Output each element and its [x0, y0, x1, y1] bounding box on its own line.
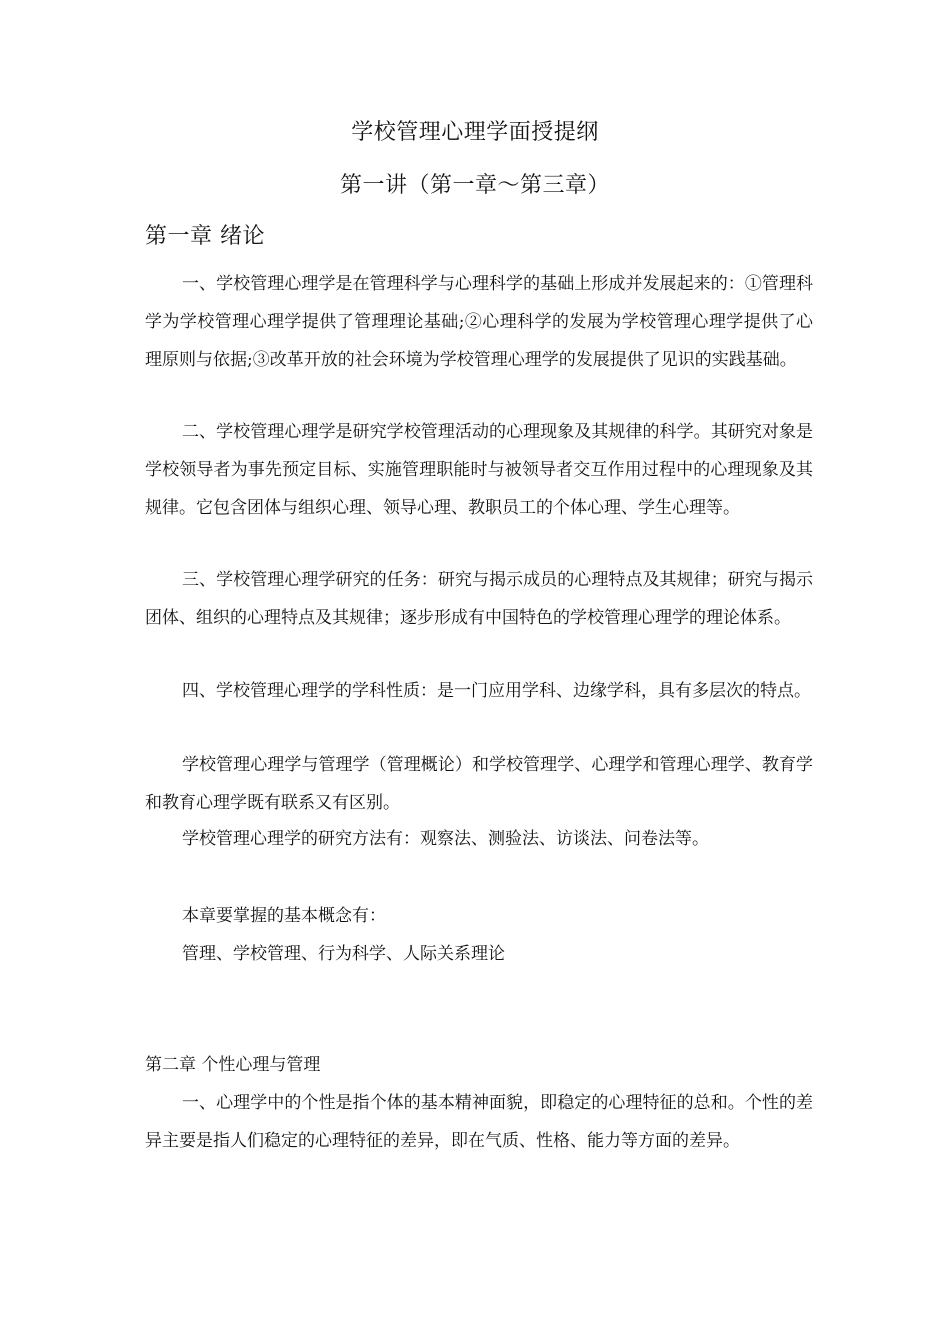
concepts-list: 管理、学校管理、行为科学、人际关系理论: [182, 944, 505, 964]
chapter-1-paragraph-2: 二、学校管理心理学是研究学校管理活动的心理现象及其规律的科学。其研究对象是学校领导者为事先预定目标、实施管理职能时与被领导者交互作用过程中的心理现象及其规律。它包含团体与组织心理、领导心理、教职员工的个体心理、学生心理等。: [145, 422, 813, 518]
chapter-1-paragraph-4: 四、学校管理心理学的学科性质：是一门应用学科、边缘学科，具有多层次的特点。: [182, 681, 811, 701]
chapter-1-paragraph-1: 一、学校管理心理学是在管理科学与心理科学的基础上形成并发展起来的：①管理科学为学校管理心理学提供了管理理论基础;②心理科学的发展为学校管理心理学提供了心理原则与依据;③改革开放的社会环境为学校管理心理学的发展提供了见识的实践基础。: [145, 274, 813, 370]
document-subtitle: 第一讲（第一章～第三章）: [339, 173, 610, 198]
chapter-1-heading: 第一章 绪论: [145, 224, 265, 249]
chapter-2-paragraph-1: 一、心理学中的个性是指个体的基本精神面貌，即稳定的心理特征的总和。个性的差异主要是指人们稳定的心理特征的差异，即在气质、性格、能力等方面的差异。: [145, 1093, 813, 1151]
chapter-1-paragraph-6: 学校管理心理学的研究方法有：观察法、测验法、访谈法、问卷法等。: [182, 829, 709, 849]
chapter-1-paragraph-3: 三、学校管理心理学研究的任务：研究与揭示成员的心理特点及其规律；研究与揭示团体、组织的心理特点及其规律；逐步形成有中国特色的学校管理心理学的理论体系。: [145, 570, 813, 628]
chapter-2-heading: 第二章 个性心理与管理: [145, 1055, 321, 1075]
concepts-label: 本章要掌握的基本概念有：: [182, 906, 386, 926]
chapter-1-paragraph-5: 学校管理心理学与管理学（管理概论）和学校管理学、心理学和管理心理学、教育学和教育心理学既有联系又有区别。: [145, 755, 813, 813]
document-title: 学校管理心理学面授提纲: [351, 120, 599, 145]
